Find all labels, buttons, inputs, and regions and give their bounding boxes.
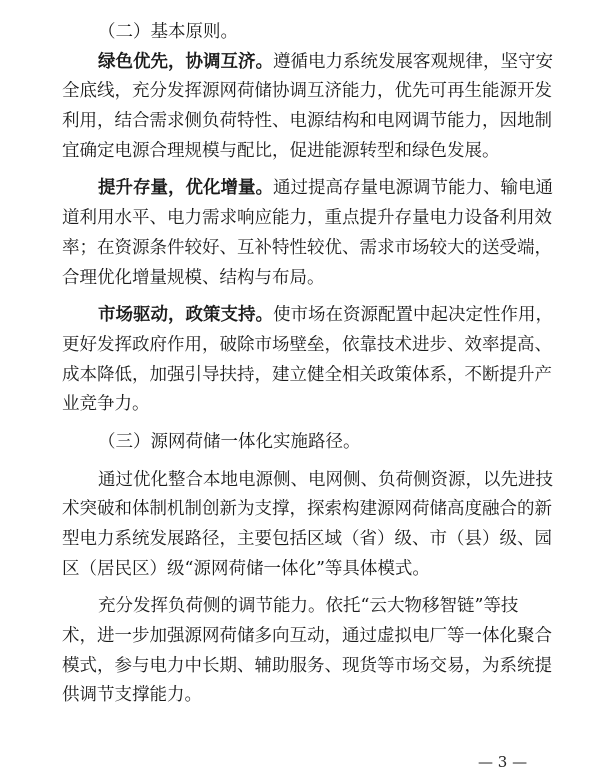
paragraph-line: 充分发挥负荷侧的调节能力。依托“云大物移智链”等技: [98, 596, 519, 617]
paragraph-optimize-increment-line: [62, 174, 571, 204]
section-heading-implementation-path: （三）源网荷储一体化实施路径。: [98, 431, 361, 452]
paragraph-line: 道利用水平、电力需求响应能力，重点提升存量电力设备利用效: [62, 208, 552, 229]
paragraph-line: 术，进一步加强源网荷储多向互动，通过虚拟电厂等一体化聚合: [62, 626, 552, 647]
paragraph-line: 更好发挥政府作用，破除市场壁垒，依靠技术进步、效率提高、: [62, 334, 552, 355]
section-heading-basic-principles: （二）基本原则。: [98, 22, 238, 42]
paragraph-line: 型电力系统发展路径，主要包括区域（省）级、市（县）级、园: [62, 529, 552, 549]
paragraph-line: 宜确定电源合理规模与配比，促进能源转型和绿色发展。: [62, 140, 500, 161]
page-number: — 3 —: [478, 753, 528, 771]
paragraph-line: 率；在资源条件较好、互补特性较优、需求市场较大的送受端，: [62, 237, 552, 258]
paragraph-line: 区（居民区）级“源网荷储一体化”等具体模式。: [62, 558, 430, 579]
paragraph-text: 遵循电力系统发展客观规律，坚守安: [273, 51, 553, 72]
paragraph-line: 合理优化增量规模、结构与布局。: [62, 267, 325, 288]
paragraph-line: 模式，参与电力中长期、辅助服务、现货等市场交易，为系统提: [62, 655, 552, 676]
paragraph-line: 利用，结合需求侧负荷特性、电源结构和电网调节能力，因地制: [62, 111, 552, 132]
paragraph-lead: 绿色优先，协调互济。: [98, 51, 273, 72]
paragraph-lead: 市场驱动，政策支持。: [98, 305, 273, 326]
paragraph-line: 供调节支撑能力。: [62, 685, 202, 706]
paragraph-green-priority-line: [62, 48, 571, 78]
paragraph-line: 业竞争力。: [62, 394, 150, 415]
paragraph-line: 全底线，充分发挥源网荷储协调互济能力，优先可再生能源开发: [62, 81, 552, 102]
paragraph-line: 术突破和体制机制创新为支撑，探索构建源网荷储高度融合的新: [62, 499, 552, 520]
paragraph-text: 使市场在资源配置中起决定性作用，: [273, 305, 553, 326]
paragraph-line: 成本降低，加强引导扶持，建立健全相关政策体系，不断提升产: [62, 364, 552, 385]
paragraph-line: 通过优化整合本地电源侧、电网侧、负荷侧资源，以先进技: [98, 469, 553, 490]
paragraph-lead: 提升存量，优化增量。: [98, 178, 273, 199]
paragraph-market-driven-line: [62, 301, 571, 331]
paragraph-text: 通过提高存量电源调节能力、输电通: [273, 178, 553, 199]
